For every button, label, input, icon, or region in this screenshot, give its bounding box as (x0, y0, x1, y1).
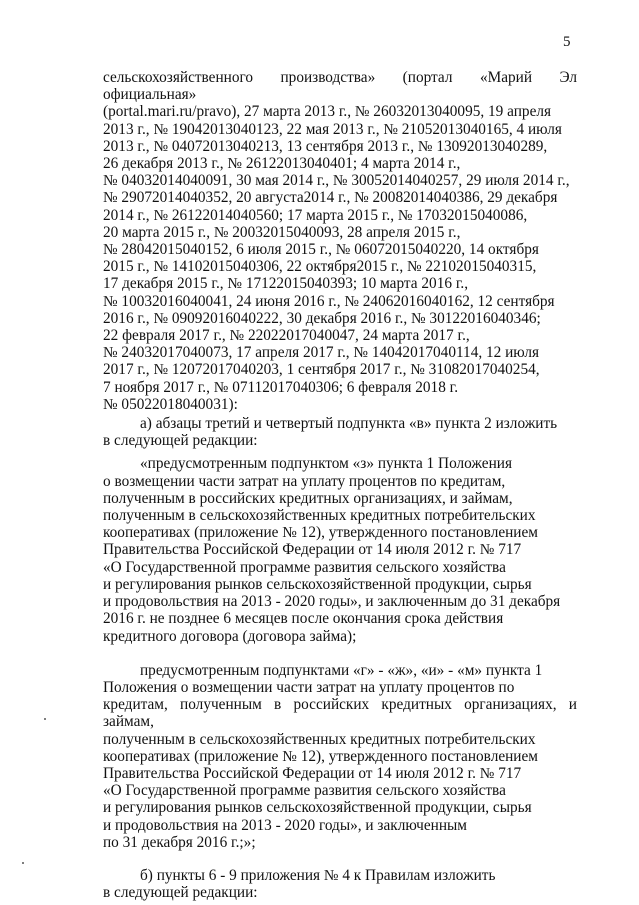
intro-line: № 04032014040091, 30 мая 2014 г., № 30052014040257, 29 июля 2014 г., (103, 172, 570, 190)
quote1-line: Правительства Российской Федерации от 14 июля 2012 г. № 717 (103, 541, 522, 559)
page-number: 5 (563, 34, 571, 50)
intro-line: (portal.mari.ru/pravo), 27 марта 2013 г., № 26032013040095, 19 апреля (103, 103, 552, 121)
quote1-line: «О Государственной программе развития сельского хозяйства (103, 558, 506, 576)
intro-line: 2015 г., № 14102015040306, 22 октября2015 г., № 22102015040315, (103, 258, 537, 276)
quote2-line: кредитам, полученным в российских кредитных организациях, и займам, (103, 696, 577, 731)
paragraph-a-line: а) абзацы третий и четвертый подпункта «в» пункта 2 изложить (140, 415, 558, 433)
paragraph-a-line: в следующей редакции: (103, 432, 258, 450)
quote1-line: «предусмотренным подпунктом «з» пункта 1 Положения (140, 455, 512, 473)
intro-line: № 05022018040031): (103, 395, 238, 413)
quote2-line: и регулирования рынков сельскохозяйственной продукции, сырья (103, 799, 532, 817)
intro-line: № 29072014040352, 20 августа2014 г., № 20082014040386, 29 декабря (103, 189, 558, 207)
intro-line: № 10032016040041, 24 июня 2016 г., № 24062016040162, 12 сентября (103, 292, 555, 310)
paragraph-a (103, 415, 577, 449)
intro-line: 2013 г., № 19042013040123, 22 мая 2013 г., № 21052013040165, 4 июля (103, 120, 562, 138)
quote2-line: и продовольствия на 2013 - 2020 годы», и заключенным (103, 816, 467, 834)
intro-line: 17 декабря 2015 г., № 17122015040393; 10 марта 2016 г., (103, 275, 469, 293)
quote1-line: и регулирования рынков сельскохозяйственной продукции, сырья (103, 575, 532, 593)
scan-speck (44, 718, 46, 720)
quoted-paragraph-1 (103, 455, 577, 644)
quote2-line: Правительства Российской Федерации от 14 июля 2012 г. № 717 (103, 764, 522, 782)
intro-line: 2013 г., № 04072013040213, 13 сентября 2013 г., № 13092013040289, (103, 137, 548, 155)
quote1-line: и продовольствия на 2013 - 2020 годы», и заключенным до 31 декабря (103, 593, 561, 611)
intro-line: 2014 г., № 26122014040560; 17 марта 2015 г., № 17032015040086, (103, 206, 528, 224)
paragraph-b-line: в следующей редакции: (103, 884, 258, 902)
quote2-line: предусмотренным подпунктами «г» - «ж», «и» - «м» пункта 1 (140, 661, 543, 679)
scan-speck (22, 862, 24, 864)
document-body (103, 69, 577, 901)
quote1-line: 2016 г. не позднее 6 месяцев после окончания срока действия (103, 610, 504, 628)
quote1-line: полученным в российских кредитных организациях, и займам, (103, 489, 513, 507)
intro-line: № 24032017040073, 17 апреля 2017 г., № 14042017040114, 12 июля (103, 344, 540, 362)
quote2-line: «О Государственной программе развития сельского хозяйства (103, 782, 506, 800)
intro-line: 20 марта 2015 г., № 20032015040093, 28 апреля 2015 г., (103, 223, 461, 241)
quoted-paragraph-2 (103, 662, 577, 851)
intro-line: 7 ноября 2017 г., № 07112017040306; 6 февраля 2018 г. (103, 378, 459, 396)
paragraph-b (103, 867, 577, 901)
quote1-line: полученным в сельскохозяйственных кредитных потребительских (103, 507, 536, 525)
intro-line: 2016 г., № 09092016040222, 30 декабря 2016 г., № 30122016040346; (103, 309, 541, 327)
intro-line: № 28042015040152, 6 июля 2015 г., № 06072015040220, 14 октября (103, 241, 539, 259)
paragraph-b-line: б) пункты 6 - 9 приложения № 4 к Правилам изложить (140, 866, 496, 884)
intro-line: 2017 г., № 12072017040203, 1 сентября 2017 г., № 31082017040254, (103, 361, 540, 379)
quote1-line: о возмещении части затрат на уплату процентов по кредитам, (103, 472, 506, 490)
quote2-line: кооперативах (приложение № 12), утвержденного постановлением (103, 747, 538, 765)
intro-line: 22 февраля 2017 г., № 22022017040047, 24 марта 2017 г., (103, 327, 470, 345)
intro-paragraph (103, 69, 577, 413)
quote2-line: полученным в сельскохозяйственных кредитных потребительских (103, 730, 536, 748)
quote1-line: кооперативах (приложение № 12), утвержденного постановлением (103, 524, 538, 542)
quote2-line: Положения о возмещении части затрат на уплату процентов по (103, 678, 515, 696)
intro-line: 26 декабря 2013 г., № 26122013040401; 4 марта 2014 г., (103, 155, 461, 173)
quote1-line: кредитного договора (договора займа); (103, 627, 357, 645)
intro-line: сельскохозяйственного производства» (портал «Марий Эл официальная» (103, 69, 577, 104)
quote2-line: по 31 декабря 2016 г.;»; (103, 833, 256, 851)
